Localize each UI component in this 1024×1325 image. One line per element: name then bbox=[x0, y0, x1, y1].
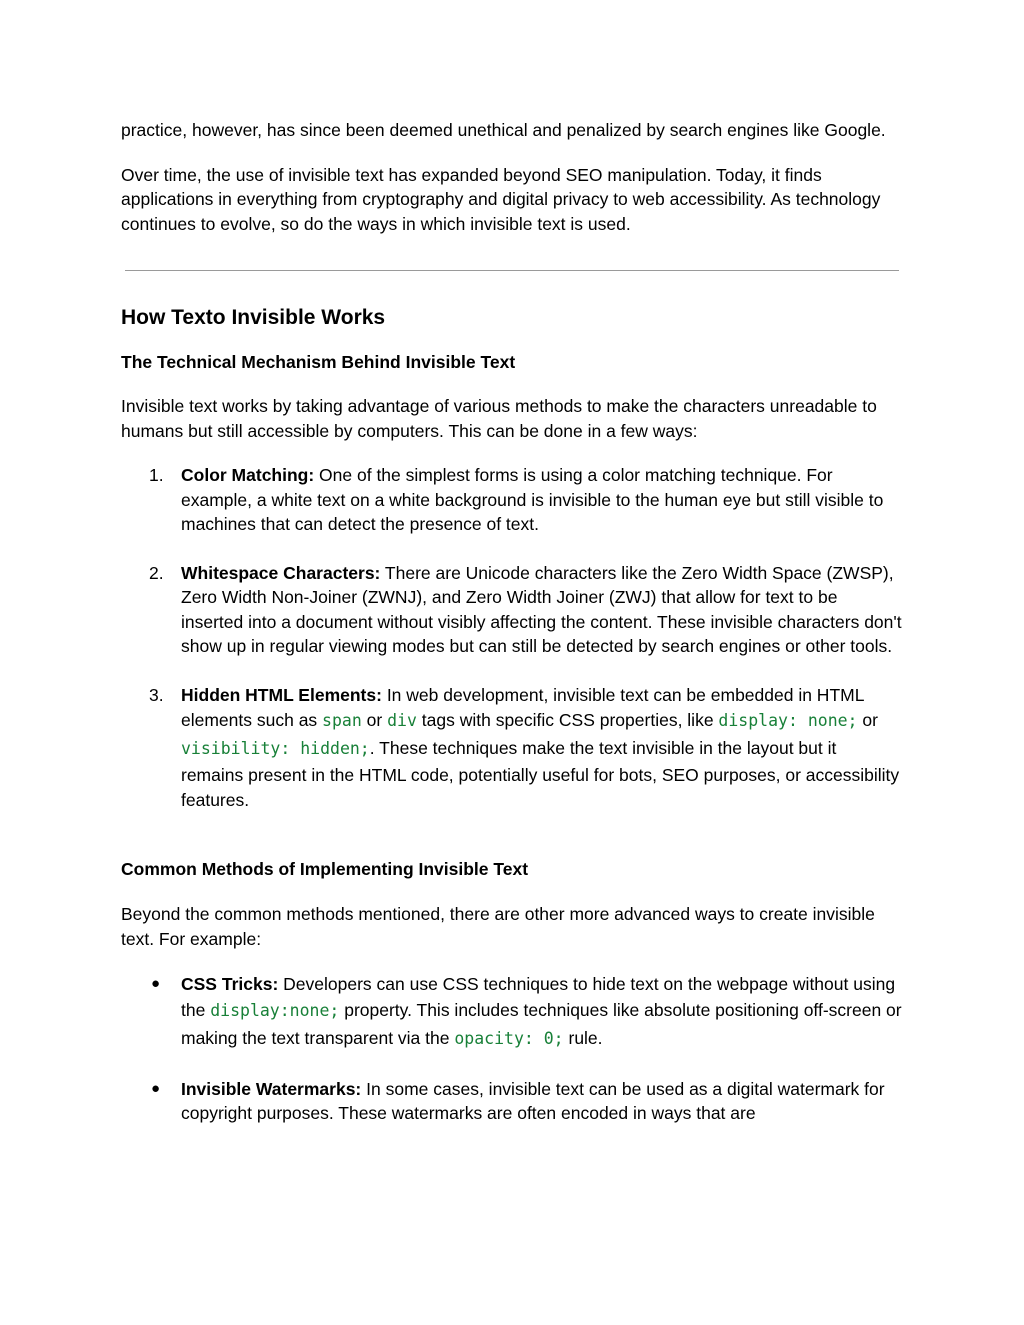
list-item bbox=[121, 972, 903, 1053]
code-display-none: display: none; bbox=[718, 711, 858, 730]
item-text: There are Unicode characters like the Zero Width Space (ZWSP), Zero Width Non-Joiner (ZWNJ), and Zero Width Joiner (ZWJ) that allow for text to be inserted into a document without visibly affecting the content. These invisible characters don't show up in regular viewing modes but can still be detected by search engines or other tools. bbox=[181, 562, 902, 656]
mechanism-list bbox=[121, 463, 903, 812]
list-marker: 2. bbox=[149, 562, 164, 583]
mechanism-heading: The Technical Mechanism Behind Invisible Text bbox=[121, 352, 516, 372]
common-methods-list bbox=[121, 972, 903, 1126]
item-label: Whitespace Characters: bbox=[181, 562, 381, 583]
item-text: rule. bbox=[563, 1027, 603, 1048]
list-marker: 1. bbox=[149, 465, 164, 485]
section-divider bbox=[125, 270, 899, 271]
code-span: span bbox=[322, 711, 362, 730]
item-text: or bbox=[361, 710, 388, 730]
section-title: How Texto Invisible Works bbox=[121, 306, 386, 329]
document-page bbox=[121, 118, 903, 1126]
list-marker: 3. bbox=[149, 684, 164, 705]
item-label: Hidden HTML Elements: bbox=[181, 684, 382, 705]
item-text: In web development, invisible text can be embedded in HTML elements such as bbox=[181, 684, 864, 730]
mechanism-intro: Invisible text works by taking advantage of various methods to make the characters unreadable to humans but still accessible by computers. This can be done in a few ways: bbox=[121, 396, 877, 441]
common-methods-intro: Beyond the common methods mentioned, there are other more advanced ways to create invisible text. For example: bbox=[121, 904, 875, 949]
list-item bbox=[121, 683, 903, 813]
common-methods-heading: Common Methods of Implementing Invisible Text bbox=[121, 859, 529, 879]
item-text: . These techniques make the text invisible in the layout but it remains present in the HTML code, potentially useful for bots, SEO purposes, or accessibility features. bbox=[181, 738, 900, 810]
item-text: tags with specific CSS properties, like bbox=[416, 710, 719, 730]
item-text: or bbox=[857, 710, 878, 730]
intro-paragraph-2: Over time, the use of invisible text has expanded beyond SEO manipulation. Today, it finds applications in everything from cryptography and digital privacy to web accessibility. As technology continues to evolve, so do the ways in which invisible text is used. bbox=[121, 164, 881, 234]
bullet-marker: ● bbox=[151, 975, 161, 992]
code-opacity: opacity: 0; bbox=[454, 1028, 564, 1048]
item-text: Developers can use CSS techniques to hide text on the webpage without using the bbox=[181, 974, 896, 1020]
bullet-marker: ● bbox=[151, 1079, 161, 1097]
code-visibility-hidden: visibility: hidden; bbox=[181, 739, 370, 758]
item-label: Invisible Watermarks: bbox=[181, 1078, 362, 1099]
code-div: div bbox=[387, 711, 417, 730]
list-item bbox=[121, 561, 903, 659]
item-label: CSS Tricks: bbox=[181, 974, 279, 994]
item-text: In some cases, invisible text can be used as a digital watermark for copyright purposes. These watermarks are often encoded in ways that are bbox=[181, 1078, 885, 1123]
code-display-none: display:none; bbox=[210, 1000, 340, 1020]
item-text: property. This includes techniques like absolute positioning off-screen or making the text transparent via the bbox=[181, 999, 902, 1048]
list-item bbox=[121, 1077, 903, 1126]
item-label: Color Matching: bbox=[181, 465, 315, 485]
item-text: One of the simplest forms is using a color matching technique. For example, a white text on a white background is invisible to the human eye but still visible to machines that can detect the presence of text. bbox=[181, 465, 884, 534]
intro-paragraph-1: practice, however, has since been deemed unethical and penalized by search engines like Google. bbox=[121, 120, 886, 140]
list-item bbox=[121, 463, 903, 537]
